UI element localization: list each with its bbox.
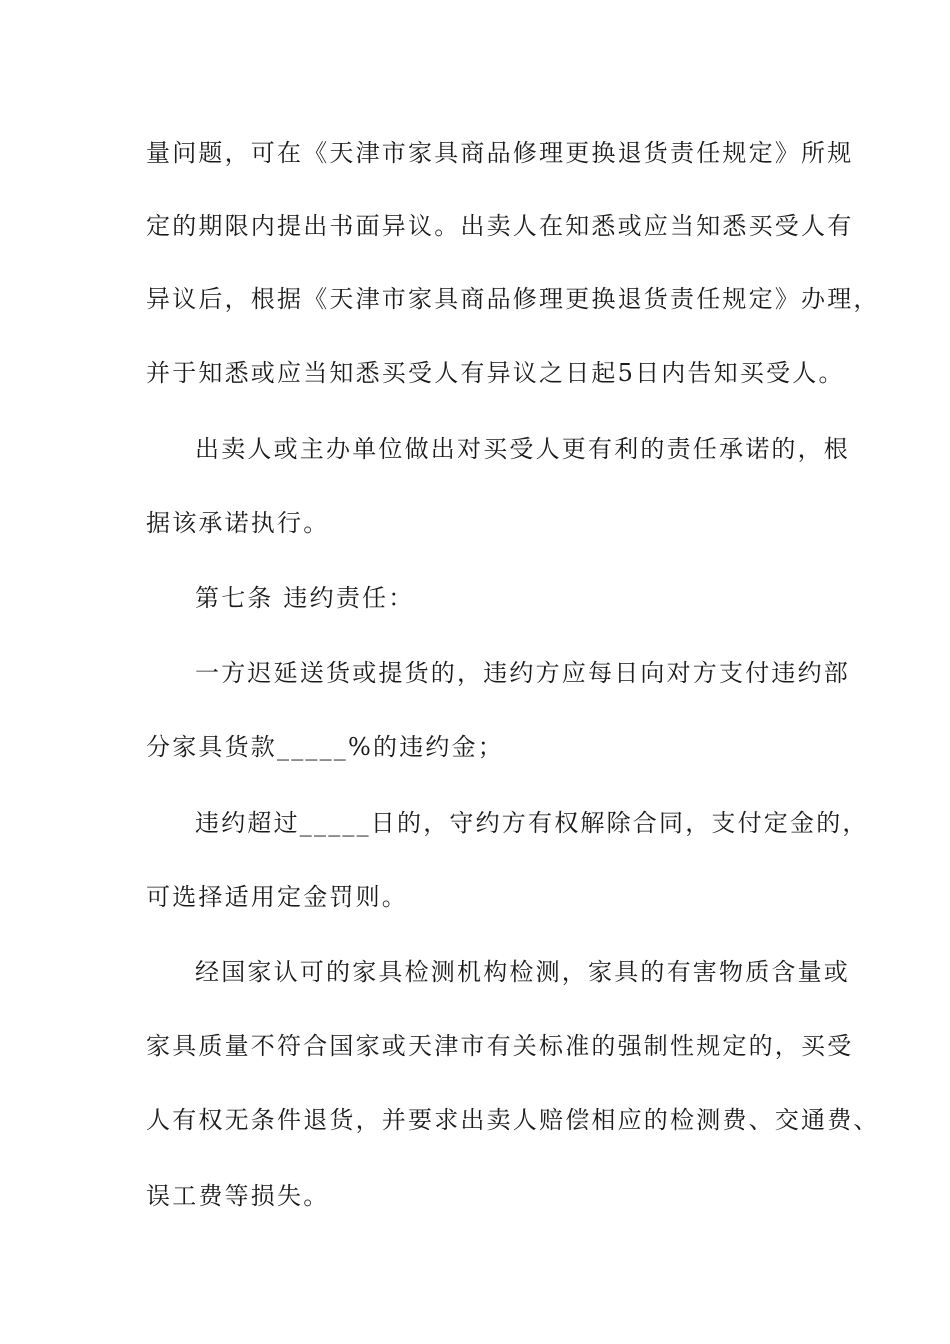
paragraph-start-line: 经国家认可的家具检测机构检测，家具的有害物质含量或 bbox=[195, 958, 850, 986]
text-line: 人有权无条件退货，并要求出卖人赔偿相应的检测费、交通费、 bbox=[146, 1106, 880, 1134]
text-line: 家具质量不符合国家或天津市有关标准的强制性规定的，买受 bbox=[146, 1032, 854, 1060]
text-line: 据该承诺执行。 bbox=[146, 509, 330, 537]
paragraph-start-line: 一方迟延送货或提货的，违约方应每日向对方支付违约部 bbox=[195, 659, 850, 687]
text-line: 并于知悉或应当知悉买受人有异议之日起5日内告知买受人。 bbox=[146, 359, 845, 387]
text-line: 量问题，可在《天津市家具商品修理更换退货责任规定》所规 bbox=[146, 139, 854, 167]
paragraph-start-line: 违约超过_____日的，守约方有权解除合同，支付定金的， bbox=[195, 809, 869, 837]
text-line: 分家具货款_____%的违约金； bbox=[146, 733, 505, 761]
text-line: 可选择适用定金罚则。 bbox=[146, 883, 408, 911]
text-line: 异议后，根据《天津市家具商品修理更换退货责任规定》办理， bbox=[146, 285, 880, 313]
text-line: 误工费等损失。 bbox=[146, 1182, 330, 1210]
paragraph-start-line: 出卖人或主办单位做出对买受人更有利的责任承诺的，根 bbox=[195, 435, 850, 463]
text-line: 定的期限内提出书面异议。出卖人在知悉或应当知悉买受人有 bbox=[146, 212, 854, 240]
section-heading: 第七条 违约责任： bbox=[195, 584, 415, 612]
